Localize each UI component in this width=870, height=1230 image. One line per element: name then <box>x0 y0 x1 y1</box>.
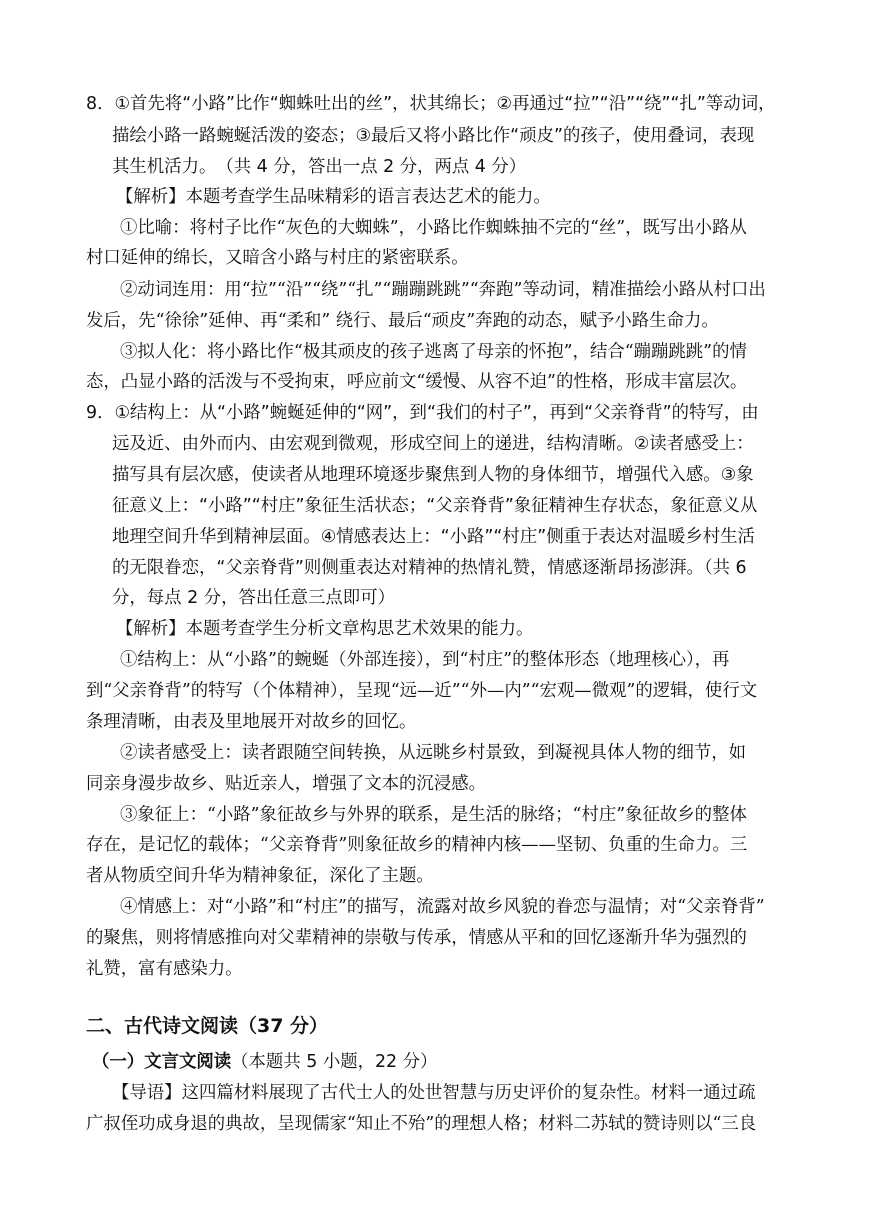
q8-point-2-line-2: 发后，先“徐徐”延伸、再“柔和” 绕行、最后“顽皮”奔跑的动态，赋予小路生命力。 <box>86 311 719 331</box>
q8-point-1-line-2: 村口延伸的绵长，又暗含小路与村庄的紧密联系。 <box>86 248 469 268</box>
subsection-title: （一）文言文阅读 <box>92 1052 232 1072</box>
subsection-note: （本题共 5 小题，22 分） <box>231 1052 438 1072</box>
q9-point-1-line-1: ①结构上：从“小路”的蜿蜒（外部连接），到“村庄”的整体形态（地理核心），再 <box>120 650 730 670</box>
section-heading: 二、古代诗文阅读（37 分） <box>86 1015 329 1037</box>
q9-analysis-label: 【解析】本题考查学生分析文章构思艺术效果的能力。 <box>116 619 534 639</box>
q8-answer-line-3: 其生机活力。 （共 4 分，答出一点 2 分，两点 4 分） <box>112 157 527 177</box>
q9-answer-line-5: 地理空间升华到精神层面。④情感表达上：“小路”“村庄”侧重于表达对温暖乡村生活 <box>112 527 755 547</box>
q9-point-1-line-2: 到“父亲脊背”的特写（个体精神），呈现“远—近”“外—内”“宏观—微观”的逻辑，使行文 <box>86 681 758 701</box>
q9-point-3-line-3: 者从物质空间升华为精神象征，深化了主题。 <box>86 866 434 886</box>
q9-point-3-line-2: 存在，是记忆的载体；“父亲脊背”则象征故乡的精神内核——坚韧、负重的生命力。三 <box>86 835 748 855</box>
q8-point-1-line-1: ①比喻：将村子比作“灰色的大蜘蛛”，小路比作蜘蛛抽不完的“丝”，既写出小路从 <box>120 218 747 238</box>
q8-point-3-line-2: 态，凸显小路的活泼与不受拘束，呼应前文“缓慢、从容不迫”的性格，形成丰富层次。 <box>86 372 748 392</box>
q9-point-4-line-2: 的聚焦，则将情感推向对父辈精神的崇敬与传承，情感从平和的回忆逐渐升华为强烈的 <box>86 928 747 948</box>
intro-line-2: 广叔侄功成身退的典故，呈现儒家“知止不殆”的理想人格；材料二苏轼的赞诗则以“三良 <box>86 1114 757 1134</box>
q9-answer-line-6: 的无限眷恋，“父亲脊背”则侧重表达对精神的热情礼赞，情感逐渐昂扬澎湃。（共 6 <box>112 558 747 578</box>
q9-point-2-line-2: 同亲身漫步故乡、贴近亲人，增强了文本的沉浸感。 <box>86 774 486 794</box>
q9-point-4-line-3: 礼赞，富有感染力。 <box>86 959 243 979</box>
q9-point-2-line-1: ②读者感受上：读者跟随空间转换，从远眺乡村景致，到凝视具体人物的细节，如 <box>120 743 747 763</box>
q9-point-1-line-3: 条理清晰，由表及里地展开对故乡的回忆。 <box>86 712 417 732</box>
q8-answer-line-2: 描绘小路一路蜿蜒活泼的姿态；③最后又将小路比作“顽皮”的孩子，使用叠词，表现 <box>112 126 755 146</box>
q9-answer-line-4: 征意义上：“小路”“村庄”象征生活状态；“父亲脊背”象征精神生存状态，象征意义从 <box>112 496 758 516</box>
q8-analysis-label: 【解析】本题考查学生品味精彩的语言表达艺术的能力。 <box>116 187 551 207</box>
q8-answer-line-1: 8．①首先将“小路”比作“蜘蛛吐出的丝”，状其绵长；②再通过“拉”“沿”“绕”“扎”等动词， <box>86 94 776 114</box>
q9-point-3-line-1: ③象征上：“小路”象征故乡与外界的联系，是生活的脉络；“村庄”象征故乡的整体 <box>120 805 747 825</box>
q8-point-2-line-1: ②动词连用：用“拉”“沿”“绕”“扎”“蹦蹦跳跳”“奔跑”等动词，精准描绘小路从村口出 <box>120 280 766 300</box>
q9-answer-line-7: 分，每点 2 分，答出任意三点即可） <box>112 588 395 608</box>
q9-answer-line-3: 描写具有层次感，使读者从地理环境逐步聚焦到人物的身体细节，增强代入感。③象 <box>112 465 754 485</box>
q8-point-3-line-1: ③拟人化：将小路比作“极其顽皮的孩子逃离了母亲的怀抱”，结合“蹦蹦跳跳”的情 <box>120 342 747 362</box>
subsection-heading <box>92 1050 437 1074</box>
q9-point-4-line-1: ④情感上：对“小路”和“村庄”的描写，流露对故乡风貌的眷恋与温情；对“父亲脊背” <box>120 897 765 917</box>
q9-answer-line-2: 远及近、由外而内、由宏观到微观，形成空间上的递进，结构清晰。②读者感受上： <box>112 434 754 454</box>
q9-answer-line-1: 9．①结构上：从“小路”蜿蜒延伸的“网”，到“我们的村子”，再到“父亲脊背”的特写，由 <box>86 403 759 423</box>
intro-line-1: 【导语】这四篇材料展现了古代士人的处世智慧与历史评价的复杂性。材料一通过疏 <box>112 1083 756 1103</box>
